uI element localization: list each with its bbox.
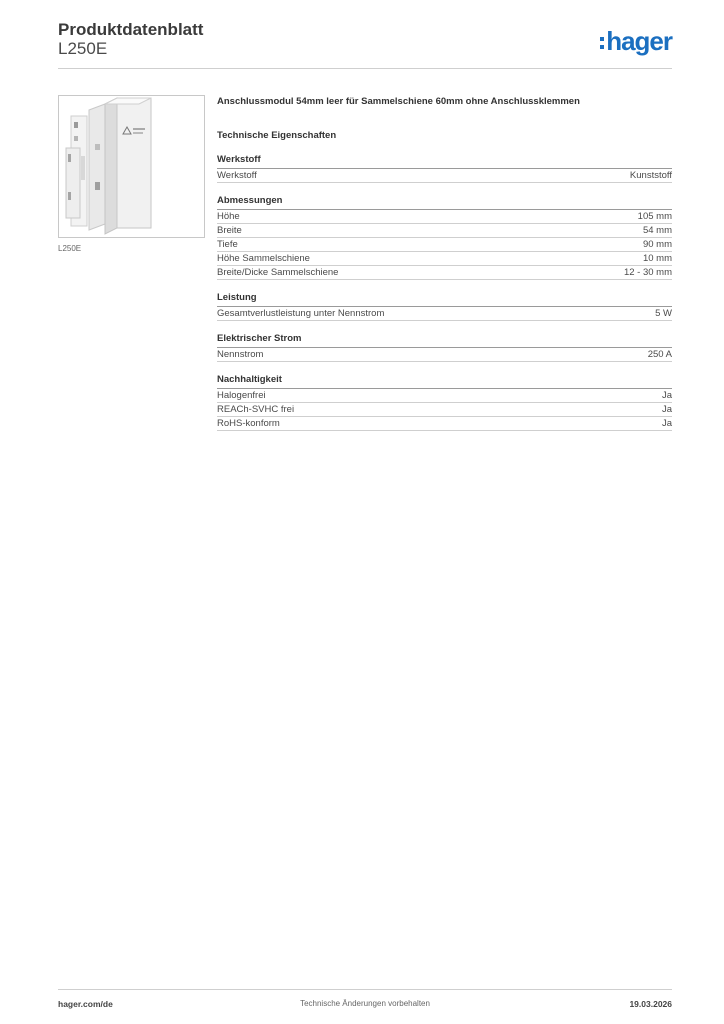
table-row bbox=[217, 224, 672, 238]
row-value: 90 mm bbox=[642, 239, 672, 250]
row-value: 5 W bbox=[655, 308, 672, 319]
footer-date: 19.03.2026 bbox=[629, 999, 672, 1009]
row-value: Ja bbox=[661, 418, 672, 429]
table-row bbox=[217, 403, 672, 417]
row-label: Breite bbox=[217, 225, 242, 236]
row-value: Ja bbox=[661, 404, 672, 415]
product-illustration bbox=[59, 96, 204, 237]
row-label: RoHS-konform bbox=[217, 418, 280, 429]
section-dimensions bbox=[217, 195, 672, 280]
document-title: Produktdatenblatt bbox=[58, 20, 204, 39]
product-details bbox=[217, 96, 672, 431]
section-electric-current bbox=[217, 333, 672, 362]
technical-properties-heading: Technische Eigenschaften bbox=[217, 130, 337, 141]
row-value: 250 A bbox=[647, 349, 672, 360]
table-row bbox=[217, 389, 672, 403]
table-row bbox=[217, 252, 672, 266]
logo-text: hager bbox=[606, 26, 672, 56]
row-label: Tiefe bbox=[217, 239, 238, 250]
row-value: Kunststoff bbox=[629, 170, 672, 181]
image-caption: L250E bbox=[58, 244, 82, 253]
hager-logo bbox=[600, 26, 672, 56]
section-title: Nachhaltigkeit bbox=[217, 374, 672, 389]
section-material bbox=[217, 154, 672, 183]
table-row bbox=[217, 417, 672, 431]
row-label: REACh-SVHC frei bbox=[217, 404, 295, 415]
logo-dots-icon bbox=[600, 37, 604, 49]
page-footer bbox=[58, 989, 672, 1012]
row-label: Breite/Dicke Sammelschiene bbox=[217, 267, 339, 278]
footer-notice: Technische Änderungen vorbehalten bbox=[300, 999, 430, 1008]
row-value: Ja bbox=[661, 390, 672, 401]
row-label: Halogenfrei bbox=[217, 390, 266, 401]
section-sustainability bbox=[217, 374, 672, 431]
table-row bbox=[217, 210, 672, 224]
section-title: Elektrischer Strom bbox=[217, 333, 672, 348]
row-value: 105 mm bbox=[637, 211, 672, 222]
page-header bbox=[58, 20, 672, 69]
product-image bbox=[58, 95, 205, 238]
section-title: Leistung bbox=[217, 292, 672, 307]
row-label: Werkstoff bbox=[217, 170, 257, 181]
table-row bbox=[217, 238, 672, 252]
section-title: Werkstoff bbox=[217, 154, 672, 169]
table-row bbox=[217, 307, 672, 321]
table-row bbox=[217, 169, 672, 183]
section-power bbox=[217, 292, 672, 321]
row-value: 12 - 30 mm bbox=[623, 267, 672, 278]
product-code: L250E bbox=[58, 39, 108, 58]
section-title: Abmessungen bbox=[217, 195, 672, 210]
website-link[interactable]: hager.com/de bbox=[58, 999, 113, 1009]
table-row bbox=[217, 266, 672, 280]
table-row bbox=[217, 348, 672, 362]
row-label: Höhe Sammelschiene bbox=[217, 253, 310, 264]
product-description: Anschlussmodul 54mm leer für Sammelschiene 60mm ohne Anschlussklemmen bbox=[217, 96, 580, 107]
row-value: 10 mm bbox=[642, 253, 672, 264]
row-value: 54 mm bbox=[642, 225, 672, 236]
row-label: Nennstrom bbox=[217, 349, 264, 360]
row-label: Gesamtverlustleistung unter Nennstrom bbox=[217, 308, 385, 319]
row-label: Höhe bbox=[217, 211, 240, 222]
